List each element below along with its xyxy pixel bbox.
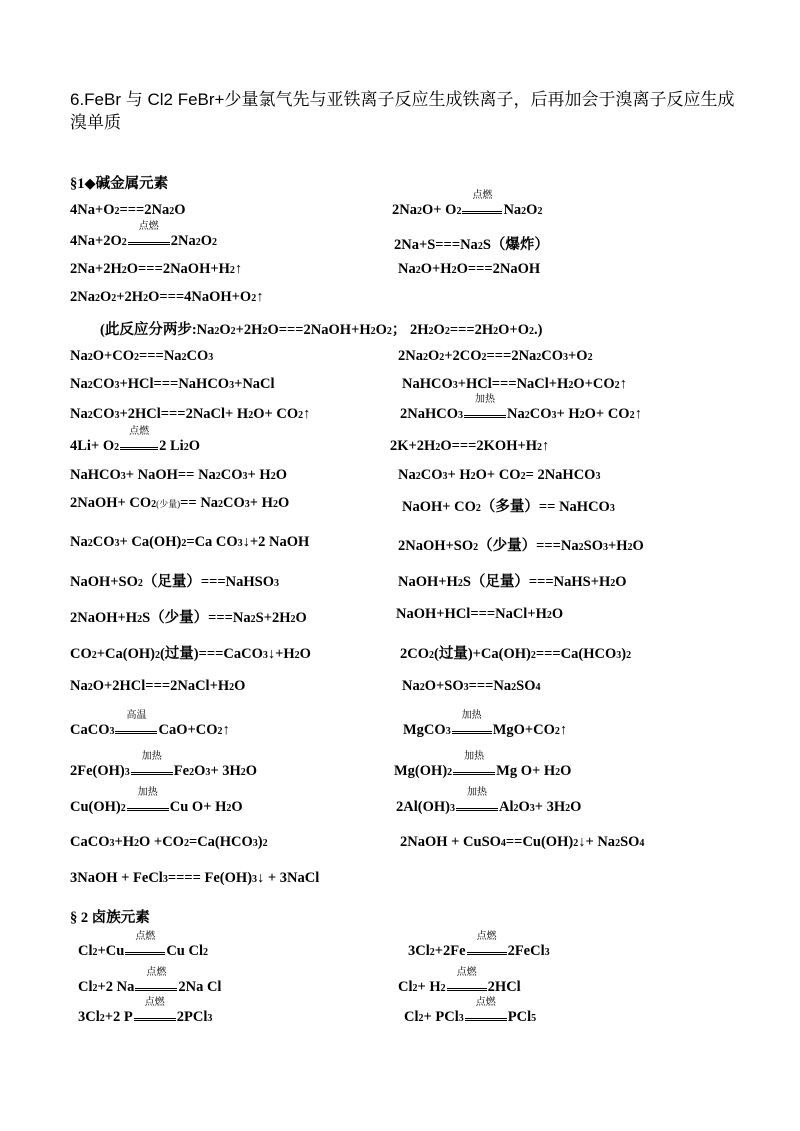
equation: Na 2 O+H 2 O===2NaOH bbox=[398, 261, 541, 277]
equation: 2NaOH + CuSO 4 ==Cu(OH) 2 ↓+ Na 2 SO 4 bbox=[400, 834, 645, 850]
equation: 2Na+S===Na 2 S（爆炸） bbox=[394, 237, 549, 253]
equation: 2Na 2 O+ O 2 点燃 Na 2 O 2 bbox=[392, 190, 543, 218]
equation: Na 2 O+CO 2 ===Na 2 CO 3 bbox=[70, 348, 214, 364]
equation: 2NaOH+H 2 S（少量）===Na 2 S+2H 2 O bbox=[70, 610, 307, 626]
equation: 2Na 2 O 2 +2CO 2 ===2Na 2 CO 3 +O 2 bbox=[398, 348, 593, 364]
equation: Na 2 CO 3 + H 2 O+ CO 2 = 2NaHCO 3 bbox=[398, 467, 601, 483]
equation: Cl 2 +Cu 点燃 Cu Cl 2 bbox=[78, 931, 208, 959]
equation: 2Na+2H 2 O===2NaOH+H 2 ↑ bbox=[70, 261, 243, 277]
equation: CO 2 +Ca(OH) 2 (过量)===CaCO 3 ↓+H 2 O bbox=[70, 646, 311, 662]
intro-paragraph: 6.FeBr 与 Cl2 FeBr+少量氯气先与亚铁离子反应生成铁离子，后再加会于溴离子反应生成溴单质 bbox=[70, 90, 735, 132]
equation: 4Li+ O 2 点燃 2 Li 2 O bbox=[70, 426, 200, 454]
equation: 2Na 2 O 2 +2H 2 O===4NaOH+O 2 ↑ bbox=[70, 289, 264, 305]
equation: 2CO 2 (过量)+Ca(OH) 2 ===Ca(HCO 3 ) 2 bbox=[400, 646, 632, 662]
equation: Na 2 CO 3 +2HCl===2NaCl+ H 2 O+ CO 2 ↑ bbox=[70, 406, 311, 422]
equation: 4Na+O 2 ===2Na 2 O bbox=[70, 202, 186, 218]
equation: NaOH+H 2 S（足量）===NaHS+H 2 O bbox=[398, 574, 627, 590]
section-1-heading: §1◆碱金属元素 bbox=[70, 176, 169, 192]
section-2-heading: § 2 卤族元素 bbox=[70, 910, 150, 926]
equation: 2K+2H 2 O===2KOH+H 2 ↑ bbox=[390, 438, 550, 454]
equation: NaHCO 3 +HCl===NaCl+H 2 O+CO 2 ↑ bbox=[402, 376, 627, 392]
equation: 2Fe(OH) 3 加热 Fe 2 O 3 + 3H 2 O bbox=[70, 751, 258, 779]
equation: 2NaHCO 3 加热 Na 2 CO 3 + H 2 O+ CO 2 ↑ bbox=[400, 394, 642, 422]
equation-note: (此反应分两步:Na 2 O 2 +2H 2 O===2NaOH+H 2 O 2 ； 2H 2 O 2 ===2H 2 O+O 2 .) bbox=[100, 322, 543, 338]
equation: NaOH+SO 2 （足量）===NaHSO 3 bbox=[70, 574, 280, 590]
equation: Na 2 O+SO 3 ===Na 2 SO 4 bbox=[402, 678, 541, 694]
equation: 2Al(OH) 3 加热 Al 2 O 3 + 3H 2 O bbox=[396, 787, 582, 815]
equation: Mg(OH) 2 加热 Mg O+ H 2 O bbox=[394, 751, 572, 779]
equation: CaCO 3 +H 2 O +CO 2 =Ca(HCO 3 ) 2 bbox=[70, 834, 268, 850]
equation: Cl 2 + PCl 3 点燃 PCl 5 bbox=[404, 997, 537, 1025]
equation: 3Cl 2 +2Fe 点燃 2FeCl 3 bbox=[408, 931, 550, 959]
equation: Cl 2 +2 Na 点燃 2Na Cl bbox=[78, 967, 222, 995]
equation: 3NaOH + FeCl 3 ==== Fe(OH) 3 ↓ + 3NaCl bbox=[70, 870, 320, 886]
equation: MgCO 3 加热 MgO+CO 2 ↑ bbox=[403, 710, 568, 738]
equation: 2NaOH+SO 2 （少量）===Na 2 SO 3 +H 2 O bbox=[398, 538, 644, 554]
equation: 4Na+2O 2 点燃 2Na 2 O 2 bbox=[70, 221, 218, 249]
equation: Na 2 CO 3 + Ca(OH) 2 =Ca CO 3 ↓+2 NaOH bbox=[70, 534, 310, 550]
equation: 3Cl 2 +2 P 点燃 2PCl 3 bbox=[78, 997, 213, 1025]
equation: NaOH+HCl===NaCl+H 2 O bbox=[396, 606, 564, 622]
equation: CaCO 3 高温 CaO+CO 2 ↑ bbox=[70, 710, 230, 738]
equation: NaOH+ CO 2 （多量）== NaHCO 3 bbox=[402, 499, 615, 515]
equation: 2NaOH+ CO 2 (少量) == Na 2 CO 3 + H 2 O bbox=[70, 495, 290, 511]
equation: Na 2 CO 3 +HCl===NaHCO 3 +NaCl bbox=[70, 376, 275, 392]
equation: Cu(OH) 2 加热 Cu O+ H 2 O bbox=[70, 787, 243, 815]
equation: Cl 2 + H 2 点燃 2HCl bbox=[398, 967, 521, 995]
equation: Na 2 O+2HCl===2NaCl+H 2 O bbox=[70, 678, 246, 694]
equation: NaHCO 3 + NaOH== Na 2 CO 3 + H 2 O bbox=[70, 467, 287, 483]
